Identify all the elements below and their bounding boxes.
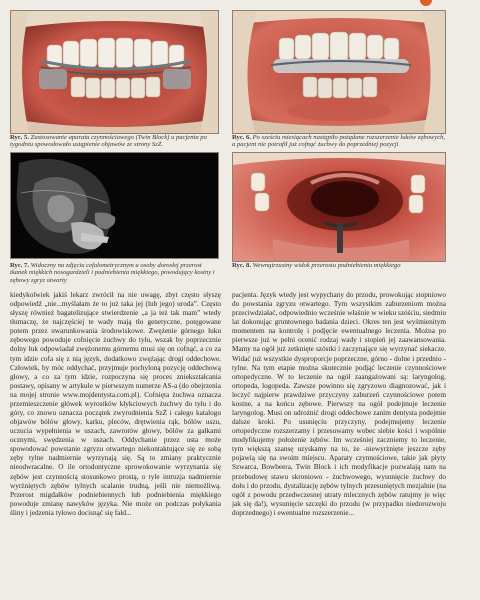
article-text-right: pacjenta. Język wtedy jest wypychany do przodu, prowokując stopniowo do powstania zgryzu otwartego. Tym wszystkim zaburzeniom można przeciwdziałać, odpowiednio wcześnie właśnie w wieku szóściu, siedmiu lat dokonując gruntownego badania dzieci. Okres ten jest wyśmienitym momentem na kontrolę i podjęcie ewentualnego leczenia. Można po pierwsze już w pełni ocenić rodzaj wady i stopień jej zaawansowania. Mamy na ogół już zetknięte szóstki i zaczynające się wyrzynać siekacze. Widać już wszystkie dysproporcje poprzeczne, górno - dolne i przednio - tylne. Na tym etapie można skutecznie podjąć leczenie czynnościowe ortopedyczne. W to leczenie na ogół zaangażowani są: laryngolog, ortopeda, logopeda. Zawsze powinno się zgryzowo diagnozować, jak i leczyć najpierw prawdziwe przyczyny zaburzeń czynnościowe potem kostne, a na końcu zębowe. Pierwszy na ogół podejmuje leczenie laryngolog. Musi on udrożnić drogi oddechowe zanim dentysta podejmie dalsze kroki. Po usunięciu przyczyny, podejmujemy leczenie ortopedyczne rozszerzamy i przesuwamy wobec siebie kości i wspólnie modyfikujemy położenie zębów. Im wcześniej zaczniemy to leczenie, tym większą szansę uzyskamy na to, że -niewyrżnięte jeszcze zęby pojawią się na swoim miejscu. Aparaty czynnościowe, takie jak płyty Szwarca, Bowbeera, Twin Block i ich modyfikacje pozwalają nam na przebudowę stawu skroniowo - żuchwowego, wysunięcie żuchwy do dołu i do przodu, dystalizację zębów tylnych przesuniętych mezjalnie (na ogół z powodu przedwczesnej utraty mlecznych zębów ratujmy je więc jak się da!), wysunięcie szczęki do przodu (w przypadku niedorozwoju doprzednego) i ewentualne rozszerzenie... [232,291,446,517]
article-column-right [232,291,446,518]
figure-8-caption-text: Wewnątrzustny widok przerostu podniebienia miękkiego [252,262,401,269]
article-text-left: kiedykolwiek jakiś lekarz zwrócił na nie uwagę, zbyt często słyszę odpowiedź „nie...myślałam że to już taka jej (lub jego) uroda”. Często słyszę również bagatelizujące stwierdzenie „a ja też tak mam” wtedy tłumaczę, że najczęściej te wady mają tło genetyczne, potęgowane potem przez uwarunkowania środowiskowe. Zwężenie górnego łuku zębowego powoduje cofnięcie żuchwy do tyłu, wszak by poprzecznie dolny łuk odpowiadał zwężonemu górnemu musi się on cofnąć, a co za tym idzie cofa się z nią język, dodatkowo zwężając drogi oddechowe. Człowiek, by móc oddychać, przyjmuje pochyloną pozycję oddechową głowy, a co za tym idzie, rozpoczyna się proces zniekształcania postawy, opisany w artykule w pierwszym numerze AS-a (do obejrzenia na mojej stronie www.mojdentysta.com.pl). Cofnięta żuchwa oznacza przemieszczenie główek wyrostków kłykciowych żuchwy do tyłu i do góry, co znowu oznacza początek zwyrodnienia SzŻ i całego katalogu objawów bólów głowy, karku, pleców, drętwienia rąk, bólów uszu, uczucia wypełnienia w uszach, zawrotów głowy, bólów za gałkami ocznymi, swędzenia w uszach. Oddychanie przez usta może spowodować powstanie zgryzu otwartego niekontaktujące się ze sobą zęby tylne nadmiernie wyrzynają się. Są to zmiany praktycznie nieodwracalne. O ile ortodontyczne sprowokowanie wyrzynania się zębów jest czynnością stosunkowo prostą, o tyle intruzja nadmiernie wyrżniętych zębów tylnych scalanie trudną, jeśli nie niemożliwą. Przerost migdałków podniebiennych lub podniebienia miękkiego powoduje zmianę nawyków języka. Nie może on podczas połykania śliny i jedzenia tyłowo docisnąć się fałd... [10,291,221,517]
figure-5-caption [10,134,220,149]
figure-7-image [11,153,218,258]
figure-6-photo [232,10,446,134]
figure-6-caption [232,134,446,149]
figure-5-caption-text: Zastosowanie aparatu czynnościowego (Twin Block) u pacjenta po tygodniu spowodowało ustąpienie objawów ze strony SzŻ. [10,134,207,149]
page-corner-tab [420,0,432,6]
figure-6-image [233,11,445,133]
figure-7-caption [10,262,220,284]
figure-8-caption [232,262,446,269]
figure-5-label: Ryc. 5. [10,134,29,141]
article-column-left [10,291,221,518]
figure-8-photo [232,152,446,262]
figure-5-image [11,11,218,133]
figure-7-label: Ryc. 7. [10,262,29,269]
figure-8-label: Ryc. 8. [232,262,251,269]
figure-6-label: Ryc. 6. [232,134,251,141]
figure-5-photo [10,10,219,134]
figure-8-image [233,153,445,261]
figure-7-photo [10,152,219,259]
figure-7-caption-text: Widoczny na zdjęciu cefalometrycznym u osoby dorosłej przerost tkanek miękkich nosogardzieli i podniebienia miękkiego, powodujący kostny i zębowy zgryz otwarty [10,262,215,284]
figure-6-caption-text: Po sześciu miesiącach nastąpiło pożądane rozszerzenie łuków zębowych, a pacjent nie potrafił już cofnąć żuchwy do poprzedniej pozycji [232,134,446,149]
